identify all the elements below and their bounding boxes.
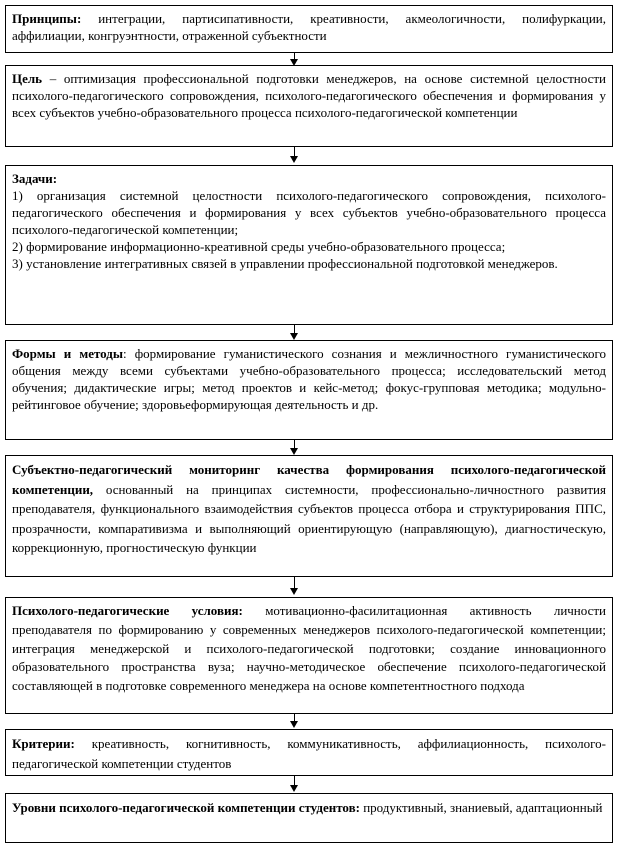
arrow-down-icon — [288, 440, 302, 456]
levels-text: продуктивный, знаниевый, адаптационный — [359, 800, 603, 815]
forms-text: : формирование гуманистического сознания и межличностного гуманистического общения между всеми субъектами учебно-образовательного процесса; исследовательский метод обучения; дидактические игры; метод проектов и кейс-метод; фокус-групповая методика; модульно-рейтинговое обучение; здоровьеформирующая деятельность и др. — [12, 346, 607, 412]
forms-label: Формы и методы — [12, 346, 124, 361]
forms-methods-box — [5, 340, 613, 440]
conditions-box — [5, 597, 613, 714]
criteria-box — [5, 729, 613, 776]
task-item: 2) формирование информационно-креативной среды учебно-образовательного процесса; — [12, 239, 506, 254]
task-item: 3) установление интегративных связей в управлении профессиональной подготовкой менеджеров. — [12, 256, 558, 271]
criteria-paragraph — [12, 734, 606, 774]
monitoring-box — [5, 455, 613, 577]
principles-label: Принципы: — [12, 11, 82, 26]
principles-box — [5, 5, 613, 53]
monitoring-text: основанный на принципах системности, профессионально-личностного развития преподавателя, функционального взаимодействия субъектов процесса отбора и структурирования ППС, прозрачности, компаративизма и выполняющий ориентирующую (направляющую), диагностическую, коррекционную, прогностическую функции — [12, 481, 606, 556]
arrow-down-icon — [288, 776, 302, 793]
arrow-down-icon — [288, 325, 302, 340]
levels-label: Уровни психолого-педагогической компетенции студентов: — [12, 800, 360, 815]
goal-label: Цель — [12, 71, 43, 86]
tasks-label: Задачи: — [12, 171, 58, 186]
arrow-down-icon — [288, 147, 302, 164]
conditions-label: Психолого-педагогические условия: — [12, 603, 243, 618]
tasks-heading — [12, 170, 606, 187]
monitoring-paragraph — [12, 460, 606, 558]
goal-paragraph — [12, 70, 606, 121]
criteria-text: креативность, когнитивность, коммуникативность, аффилиационность, психолого-педагогической компетенции студентов — [12, 736, 606, 771]
conditions-paragraph — [12, 602, 606, 696]
arrow-down-icon — [288, 577, 302, 596]
levels-paragraph — [12, 798, 606, 817]
tasks-box — [5, 165, 613, 325]
criteria-label: Критерии: — [12, 736, 75, 751]
task-item: 1) организация системной целостности психолого-педагогического сопровождения, психолого-педагогического обеспечения и формирования у всех субъектов учебно-образовательного процесса психолого-педагогической компетенции; — [12, 188, 606, 237]
principles-paragraph — [12, 10, 606, 44]
goal-box — [5, 65, 613, 147]
conditions-text: мотивационно-фасилитационная активность личности преподавателя по формированию у современных менеджеров психолого-педагогической компетенции; интеграция менеджерской и психолого-педагогической подготовки; создание инновационного образовательного пространства вуза; научно-методическое обеспечение психолого-педагогической составляющей в подготовке современного менеджера на основе компетентностного подхода — [12, 603, 606, 694]
monitoring-label: Субъектно-педагогический мониторинг качества формирования психолого-педагогической компетенции, — [12, 462, 606, 497]
principles-text: интеграции, партисипативности, креативности, акмеологичности, полифуркации, аффилиации, конгруэнтности, отраженной субъектности — [12, 11, 606, 43]
levels-box — [5, 793, 613, 843]
forms-paragraph — [12, 345, 606, 413]
arrow-down-icon — [288, 714, 302, 729]
goal-text: – оптимизация профессиональной подготовки менеджеров, на основе системной целостности психолого-педагогического сопровождения, психолого-педагогического обеспечения и формирования у всех субъектов учебно-образовательного процесса психолого-педагогической компетенции — [12, 71, 606, 120]
